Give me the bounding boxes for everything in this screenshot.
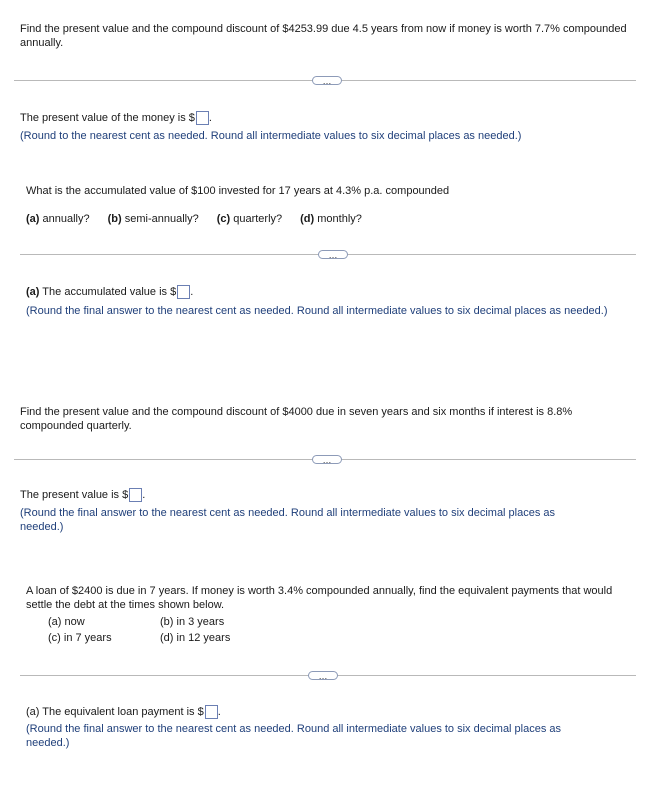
q1-question: Find the present value and the compound discount of $4253.99 due 4.5 years from now if money is worth 7.7% compounded annually. <box>20 23 630 49</box>
q3-answer-suffix: . <box>142 489 146 501</box>
q4-answer-prefix: (a) The equivalent loan payment is $ <box>26 706 204 718</box>
q1-answer-suffix: . <box>208 112 212 124</box>
expand-details-button[interactable] <box>312 76 342 85</box>
q3-answer-line <box>20 487 145 503</box>
q2-part-c-text: quarterly? <box>233 213 283 225</box>
q4-option-d <box>160 632 260 644</box>
q4-answer-input[interactable] <box>205 705 218 719</box>
q4-options <box>48 616 260 644</box>
section-divider <box>20 670 636 681</box>
q2-hint: (Round the final answer to the nearest cent as needed. Round all intermediate values to six decimal places as needed.) <box>26 305 608 317</box>
q2-part-d-label: (d) <box>300 213 315 225</box>
q2-question: What is the accumulated value of $100 invested for 17 years at 4.3% p.a. compounded <box>26 185 450 197</box>
q4-option-b-label: (b) <box>160 616 174 628</box>
q4-answer-line <box>26 704 221 720</box>
expand-details-button[interactable] <box>308 671 338 680</box>
expand-details-icon: … <box>322 454 332 465</box>
q1-answer-line <box>20 110 212 126</box>
q4-option-c-label: (c) <box>48 632 61 644</box>
q2-part-a-label: (a) <box>26 213 40 225</box>
q4-hint: (Round the final answer to the nearest cent as needed. Round all intermediate values to six decimal places as needed.) <box>26 723 562 749</box>
expand-details-button[interactable] <box>318 250 348 259</box>
expand-details-icon: … <box>322 75 332 86</box>
section-divider <box>14 75 636 86</box>
q2-part-d-text: monthly? <box>317 213 362 225</box>
q2-part-b-label: (b) <box>107 213 122 225</box>
q2-answer-suffix: . <box>190 286 194 298</box>
expand-details-button[interactable] <box>312 455 342 464</box>
q2-answer-label: (a) <box>26 286 40 298</box>
q4-question: A loan of $2400 is due in 7 years. If money is worth 3.4% compounded annually, find the equivalent payments that would settle the debt at the times shown below. <box>26 585 616 611</box>
q2-part-b-text: semi-annually? <box>124 213 199 225</box>
q2-part-a-text: annually? <box>42 213 90 225</box>
q2-answer-line <box>26 284 193 300</box>
q2-parts <box>26 213 380 225</box>
q2-part-a <box>26 213 90 225</box>
q2-answer-prefix: The accumulated value is $ <box>39 286 177 298</box>
q2-part-c-label: (c) <box>216 213 231 225</box>
q2-part-d <box>300 213 362 225</box>
q2-answer-input[interactable] <box>177 285 190 299</box>
q1-hint: (Round to the nearest cent as needed. Round all intermediate values to six decimal places as needed.) <box>20 130 522 142</box>
q3-answer-prefix: The present value is $ <box>20 489 129 501</box>
q4-option-c-text: in 7 years <box>63 632 112 644</box>
q2-part-b <box>108 213 199 225</box>
q4-option-c <box>48 632 160 644</box>
q1-answer-prefix: The present value of the money is $ <box>20 112 195 124</box>
q3-answer-input[interactable] <box>129 488 142 502</box>
expand-details-icon: … <box>328 249 338 260</box>
q3-hint: (Round the final answer to the nearest cent as needed. Round all intermediate values to six decimal places as needed.) <box>20 507 556 533</box>
section-divider <box>14 454 636 465</box>
q4-option-d-text: in 12 years <box>176 632 231 644</box>
q4-option-a <box>48 616 160 628</box>
section-divider <box>20 249 636 260</box>
q2-part-c <box>217 213 282 225</box>
q3-question: Find the present value and the compound discount of $4000 due in seven years and six months if interest is 8.8% compounded quarterly. <box>20 406 576 432</box>
q4-option-b-text: in 3 years <box>176 616 225 628</box>
q4-option-d-label: (d) <box>160 632 174 644</box>
q4-answer-suffix: . <box>217 706 221 718</box>
expand-details-icon: … <box>318 670 328 681</box>
q4-option-a-text: now <box>64 616 85 628</box>
q1-answer-input[interactable] <box>196 111 209 125</box>
q4-option-a-label: (a) <box>48 616 62 628</box>
q4-option-b <box>160 616 260 628</box>
